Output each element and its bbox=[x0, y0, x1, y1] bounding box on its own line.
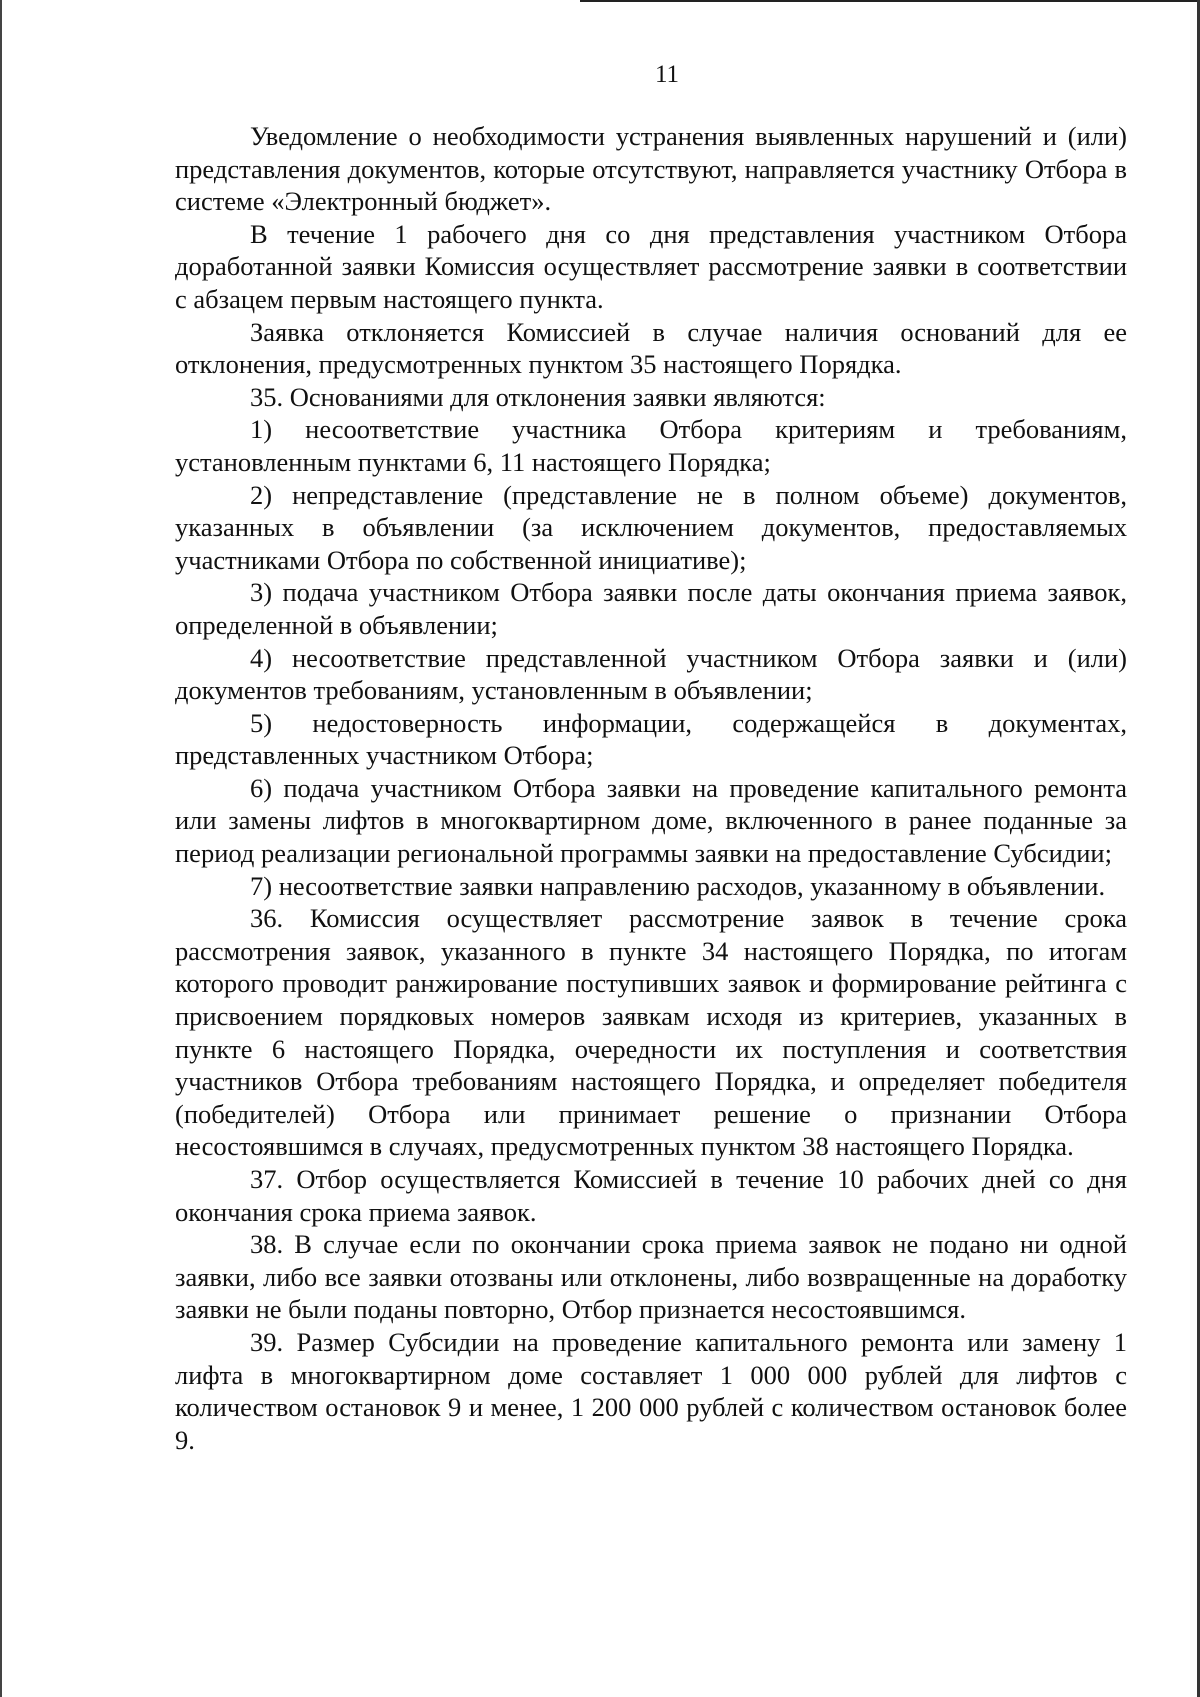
paragraph-item-36: 36. Комиссия осуществляет рассмотрение заявок в течение срока рассмотрения заявок, указанного в пункте 34 настоящего Порядка, по итогам которого проводит ранжирование поступивших заявок и формирование рейтинга с присвоением порядковых номеров заявкам исходя из критериев, указанных в пункте 6 настоящего Порядка, очередности их поступления и соответствия участников Отбора требованиям настоящего Порядка, и определяет победителя (победителей) Отбора или принимает решение о признании Отбора несостоявшимся в случаях, предусмотренных пунктом 38 настоящего Порядка. bbox=[175, 903, 1127, 1162]
paragraph-item-35-6: 6) подача участником Отбора заявки на проведение капитального ремонта или замены лифтов в многоквартирном доме, включенного в ранее поданные за период реализации региональной программы заявки на предоставление Субсидии; bbox=[175, 772, 1127, 869]
paragraph-item-35-4: 4) несоответствие представленной участником Отбора заявки и (или) документов требованиям, установленным в объявлении; bbox=[175, 642, 1127, 706]
paragraph-item-35: 35. Основаниями для отклонения заявки являются: bbox=[250, 381, 826, 412]
document-body bbox=[175, 120, 1127, 1456]
paragraph-item-37: 37. Отбор осуществляется Комиссией в течение 10 рабочих дней со дня окончания срока приема заявок. bbox=[175, 1164, 1127, 1227]
paragraph-item-35-3: 3) подача участником Отбора заявки после даты окончания приема заявок, определенной в объявлении; bbox=[175, 577, 1127, 640]
paragraph-rejection: Заявка отклоняется Комиссией в случае наличия оснований для ее отклонения, предусмотренных пунктом 35 настоящего Порядка. bbox=[175, 316, 1127, 380]
scan-left-edge bbox=[0, 0, 2, 1697]
paragraph-item-35-1: 1) несоответствие участника Отбора критериям и требованиям, установленным пунктами 6, 11 настоящего Порядка; bbox=[175, 414, 1127, 477]
paragraph-item-39: 39. Размер Субсидии на проведение капитального ремонта или замену 1 лифта в многоквартирном доме составляет 1 000 000 рублей для лифтов с количеством остановок 9 и менее, 1 200 000 рублей с количеством остановок более 9. bbox=[175, 1326, 1127, 1455]
paragraph-item-35-7: 7) несоответствие заявки направлению расходов, указанному в объявлении. bbox=[250, 870, 1106, 901]
scan-top-edge bbox=[580, 0, 1200, 2]
paragraph-review-deadline: В течение 1 рабочего дня со дня представления участником Отбора доработанной заявки Комиссия осуществляет рассмотрение заявки в соответствии с абзацем первым настоящего пункта. bbox=[175, 218, 1127, 314]
paragraph-item-35-2: 2) непредставление (представление не в полном объеме) документов, указанных в объявлении (за исключением документов, предоставляемых участниками Отбора по собственной инициативе); bbox=[175, 479, 1127, 575]
paragraph-item-38: 38. В случае если по окончании срока приема заявок не подано ни одной заявки, либо все заявки отозваны или отклонены, либо возвращенные на доработку заявки не были поданы повторно, Отбор признается несостоявшимся. bbox=[175, 1229, 1127, 1325]
paragraph-item-35-5: 5) недостоверность информации, содержащейся в документах, представленных участником Отбора; bbox=[175, 707, 1127, 771]
paragraph-notice: Уведомление о необходимости устранения выявленных нарушений и (или) представления документов, которые отсутствуют, направляется участнику Отбора в системе «Электронный бюджет». bbox=[175, 121, 1127, 217]
page-number: 11 bbox=[654, 61, 680, 88]
